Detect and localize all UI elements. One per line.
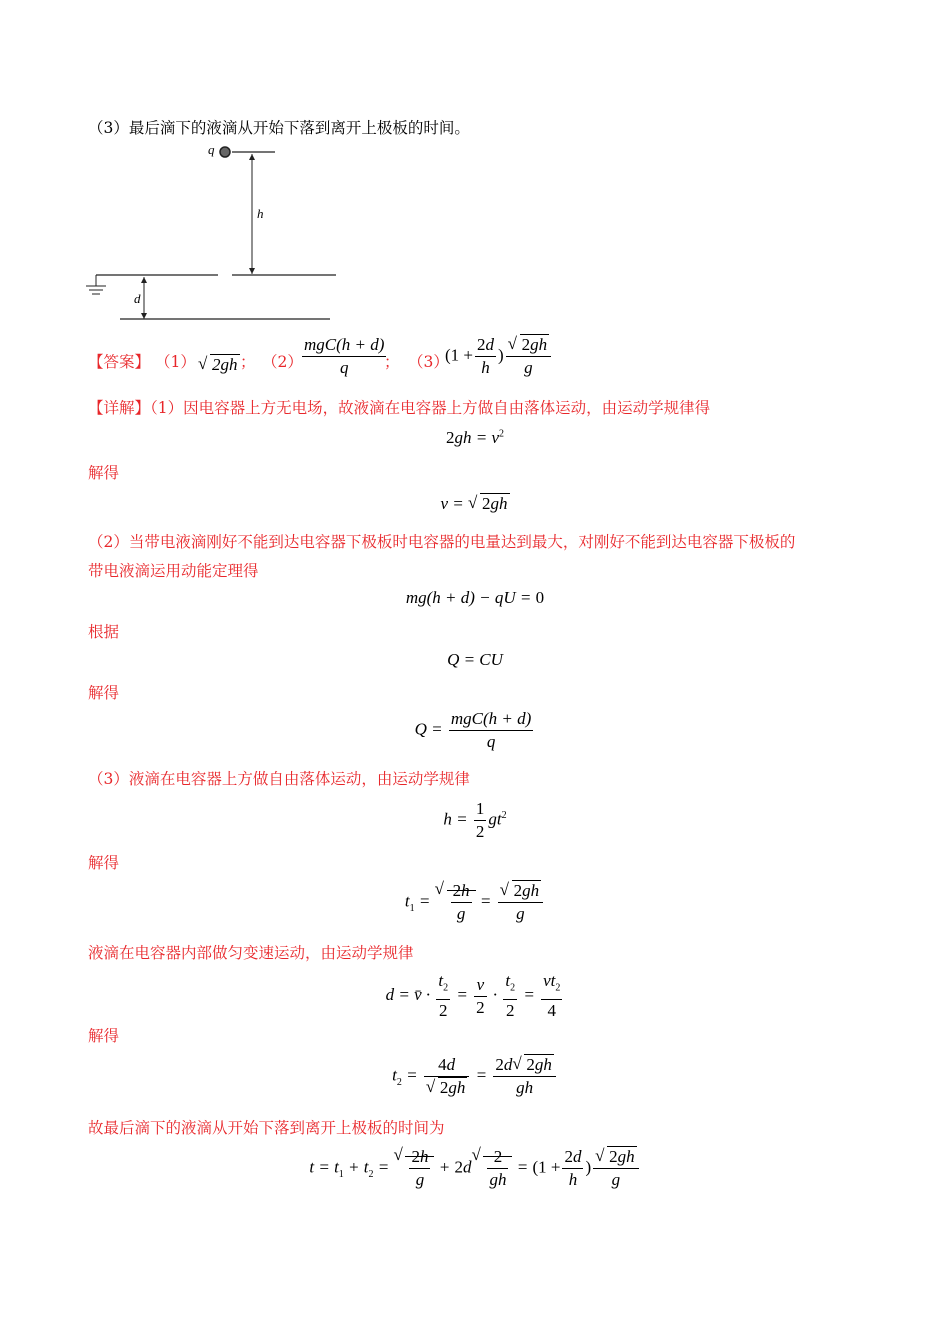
eq-v-result: v = √ 2gh [0, 494, 950, 514]
explain-solve2: 解得 [88, 684, 120, 702]
explain-solve3: 解得 [88, 854, 120, 872]
answer-sep2: ； [384, 353, 400, 371]
explain-solve4: 解得 [88, 1027, 120, 1045]
eq-t1-result: $t_1$ = √ $\frac{2h}{g}$ = √ $\frac{2gh}{g}$ [0, 880, 950, 925]
eq-energy-free-fall: $2gh = v^2$ [445, 428, 505, 447]
explain-l2a: （2）当带电液滴刚好不能到达电容器下极板时电容器的电量达到最大，对刚好不能到达电容器下极板的 [88, 533, 796, 551]
answer-2-formula: $\frac{\text{mgC(h + d)}}{q}$ [304, 335, 385, 377]
explain-solve1: 解得 [88, 464, 120, 482]
eq-total-time: $t = t_1 + t_2$ = √ $\frac{2h}{g}$ + 2d √ $\frac{2}{gh}$ = (1 + $\frac{2d}{h}$ ) √ $\frac{2gh}{g}$ [0, 1146, 950, 1191]
eq-q-cu: Q = CU [447, 650, 503, 669]
explain-basis: 根据 [88, 623, 120, 641]
answer-3-formula: (1 + $\frac{2d}{h}$ ) √ $\frac{2gh}{g}$ [445, 334, 553, 379]
figure-label-h: h [257, 206, 264, 221]
figure-label-q: q [208, 142, 215, 157]
explain-tag: 【详解】 [88, 399, 151, 417]
explain-l2b: 带电液滴运用动能定理得 [88, 562, 259, 580]
eq-work-energy: mg(h + d) − qU = 0 [405, 588, 545, 607]
explain-line1 [88, 398, 710, 418]
answer-line [88, 342, 196, 382]
explain-l1: （1）因电容器上方无电场，故液滴在电容器上方做自由落体运动，由运动学规律得 [150, 399, 711, 417]
eq-q-result: Q = $\frac{\text{mgC(h + d)}}{q}$ [414, 709, 532, 751]
answer-sep1: ； [240, 353, 256, 371]
figure-label-d: d [134, 291, 141, 306]
eq-h-gt2: h = $\frac{1}{2}$ $gt^2$ [443, 799, 507, 841]
answer-part1: （1） [154, 353, 196, 371]
eq-d-average-velocity: d = v̄ · $\frac{t_2}{2}$ = $\frac{v}{2}$ · $\frac{t_2}{2}$ = $\frac{vt_2}{4}$ [385, 971, 561, 1021]
explain-l5: 故最后滴下的液滴从开始下落到离开上极板的时间为 [88, 1119, 445, 1137]
question-part3: （3）最后滴下的液滴从开始下落到离开上极板的时间。 [88, 119, 470, 137]
explain-l3: （3）液滴在电容器上方做自由落体运动，由运动学规律 [88, 770, 470, 788]
answer-part2: （2） [262, 353, 303, 371]
droplet-icon [220, 147, 230, 157]
capacitor-figure [80, 140, 350, 330]
explain-l4: 液滴在电容器内部做匀变速运动，由运动学规律 [88, 944, 414, 962]
answer-1-formula: √ 2gh [198, 355, 240, 375]
answer-tag: 【答案】 [88, 353, 151, 371]
answer-part3: （3） [408, 353, 449, 371]
eq-t2-result: $t_2$ = 4d √ 2gh = $\frac{2d√ 2gh}{gh}$ [0, 1054, 950, 1099]
